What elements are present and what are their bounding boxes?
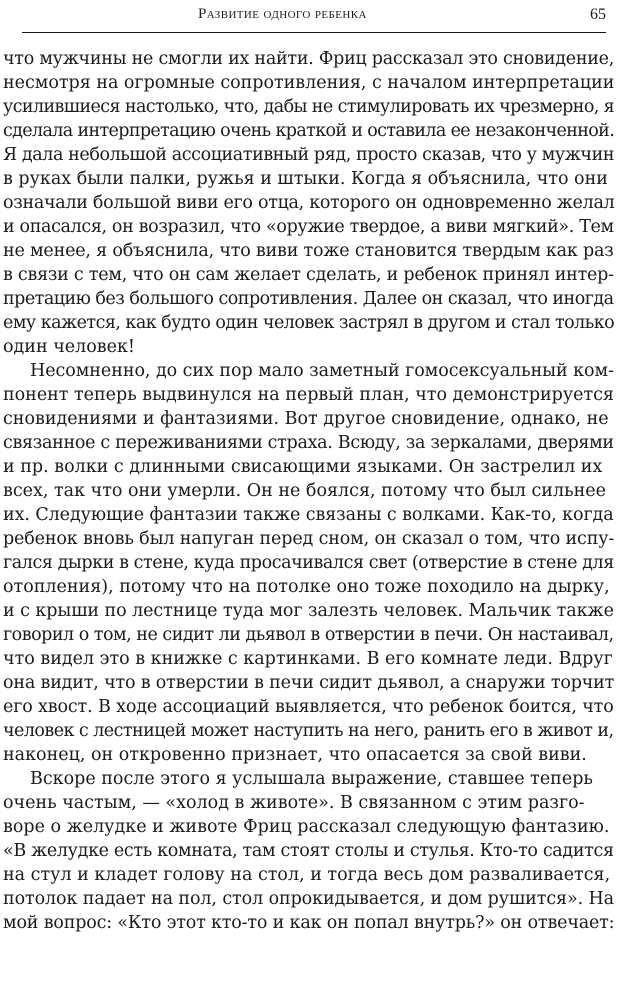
page-number: 65: [590, 6, 606, 23]
text-line: связанное с переживаниями страха. Всюду, за зеркалами, дверями: [3, 433, 614, 453]
text-line: и опасался, он возразил, что «оружие твердое, а виви мягкий». Тем: [3, 217, 614, 237]
chapter-title: Развитие одного ребенка: [198, 6, 367, 22]
text-line: всех, так что они умерли. Он не боялся, потому что был сильнее: [3, 481, 606, 501]
text-line: и пр. волки с длинными свисающими языками. Он застрелил их: [3, 457, 603, 477]
header-rule: [22, 32, 606, 33]
text-line: наконец, он откровенно признает, что опасается за свой виви.: [3, 745, 587, 765]
text-line: их. Следующие фантазии также связаны с волками. Как-то, когда: [3, 505, 614, 525]
text-line: мой вопрос: «Кто этот кто-то и как он попал внутрь?» он отвечает:: [3, 913, 615, 933]
text-line: ему кажется, как будто один человек застрял в другом и стал только: [3, 313, 615, 333]
paragraph-first-line: Вскоре после этого я услышала выражение, ставшее теперь: [30, 769, 593, 789]
running-header: [22, 2, 606, 32]
text-line: потолок падает на пол, стол опрокидывается, и дом рушится». На: [3, 889, 615, 909]
text-line: несмотря на огромные сопротивления, с началом интерпретации: [3, 73, 615, 93]
text-line: означали большой виви его отца, которого он одновременно желал: [3, 193, 615, 213]
text-line: в руках были палки, ружья и штыки. Когда я объяснила, что они: [3, 169, 608, 189]
text-line: воре о желудке и животе Фриц рассказал следующую фантазию.: [3, 817, 610, 837]
text-line: в связи с тем, что он сам желает сделать, и ребенок принял интер-: [3, 265, 614, 285]
text-line: отопления), потому что на потолке оно тоже походило на дырку,: [3, 577, 610, 597]
text-line: усилившиеся настолько, что, дабы не стимулировать их чрезмерно, я: [3, 97, 615, 117]
text-line: человек с лестницей может наступить на него, ранить его в живот и,: [3, 721, 614, 741]
text-line: на стул и кладет голову на стол, и тогда весь дом разваливается,: [3, 865, 611, 885]
text-line: ребенок вновь был напуган перед сном, он сказал о том, что испу-: [3, 529, 615, 549]
text-line: сделала интерпретацию очень краткой и оставила ее незаконченной.: [3, 121, 615, 141]
text-line: претацию без большого сопротивления. Далее он сказал, что иногда: [3, 289, 614, 309]
text-line: и с крыши по лестнице туда мог залезть человек. Мальчик также: [3, 601, 614, 621]
text-line: сновидениями и фантазиями. Вот другое сновидение, однако, не: [3, 409, 609, 429]
text-line: очень частым, — «холод в животе». В связанном с этим разго-: [3, 793, 585, 813]
text-line: гался дырки в стене, куда просачивался свет (отверстие в стене для: [3, 553, 614, 573]
text-line: не менее, я объяснила, что виви тоже становится твердым как раз: [3, 241, 614, 261]
text-line: что мужчины не смогли их найти. Фриц рассказал это сновидение,: [3, 49, 615, 69]
text-line: «В желудке есть комната, там стоят столы и стулья. Кто-то садится: [3, 841, 614, 861]
text-line: говорил о том, не сидит ли дьявол в отверстии в печи. Он настаивал,: [3, 625, 614, 645]
text-line: что видел это в книжке с картинками. В его комнате леди. Вдруг: [3, 649, 613, 669]
paragraph-first-line: Несомненно, до сих пор мало заметный гомосексуальный ком-: [30, 361, 614, 381]
text-line: один человек!: [3, 337, 135, 357]
text-line: Я дала небольшой ассоциативный ряд, просто сказав, что у мужчин: [3, 145, 615, 165]
text-line: его хвост. В ходе ассоциаций выявляется, что ребенок боится, что: [3, 697, 614, 717]
text-line: понент теперь выдвинулся на первый план, что демонстрируется: [3, 385, 614, 405]
text-line: она видит, что в отверстии в печи сидит дьявол, а снаружи торчит: [3, 673, 615, 693]
